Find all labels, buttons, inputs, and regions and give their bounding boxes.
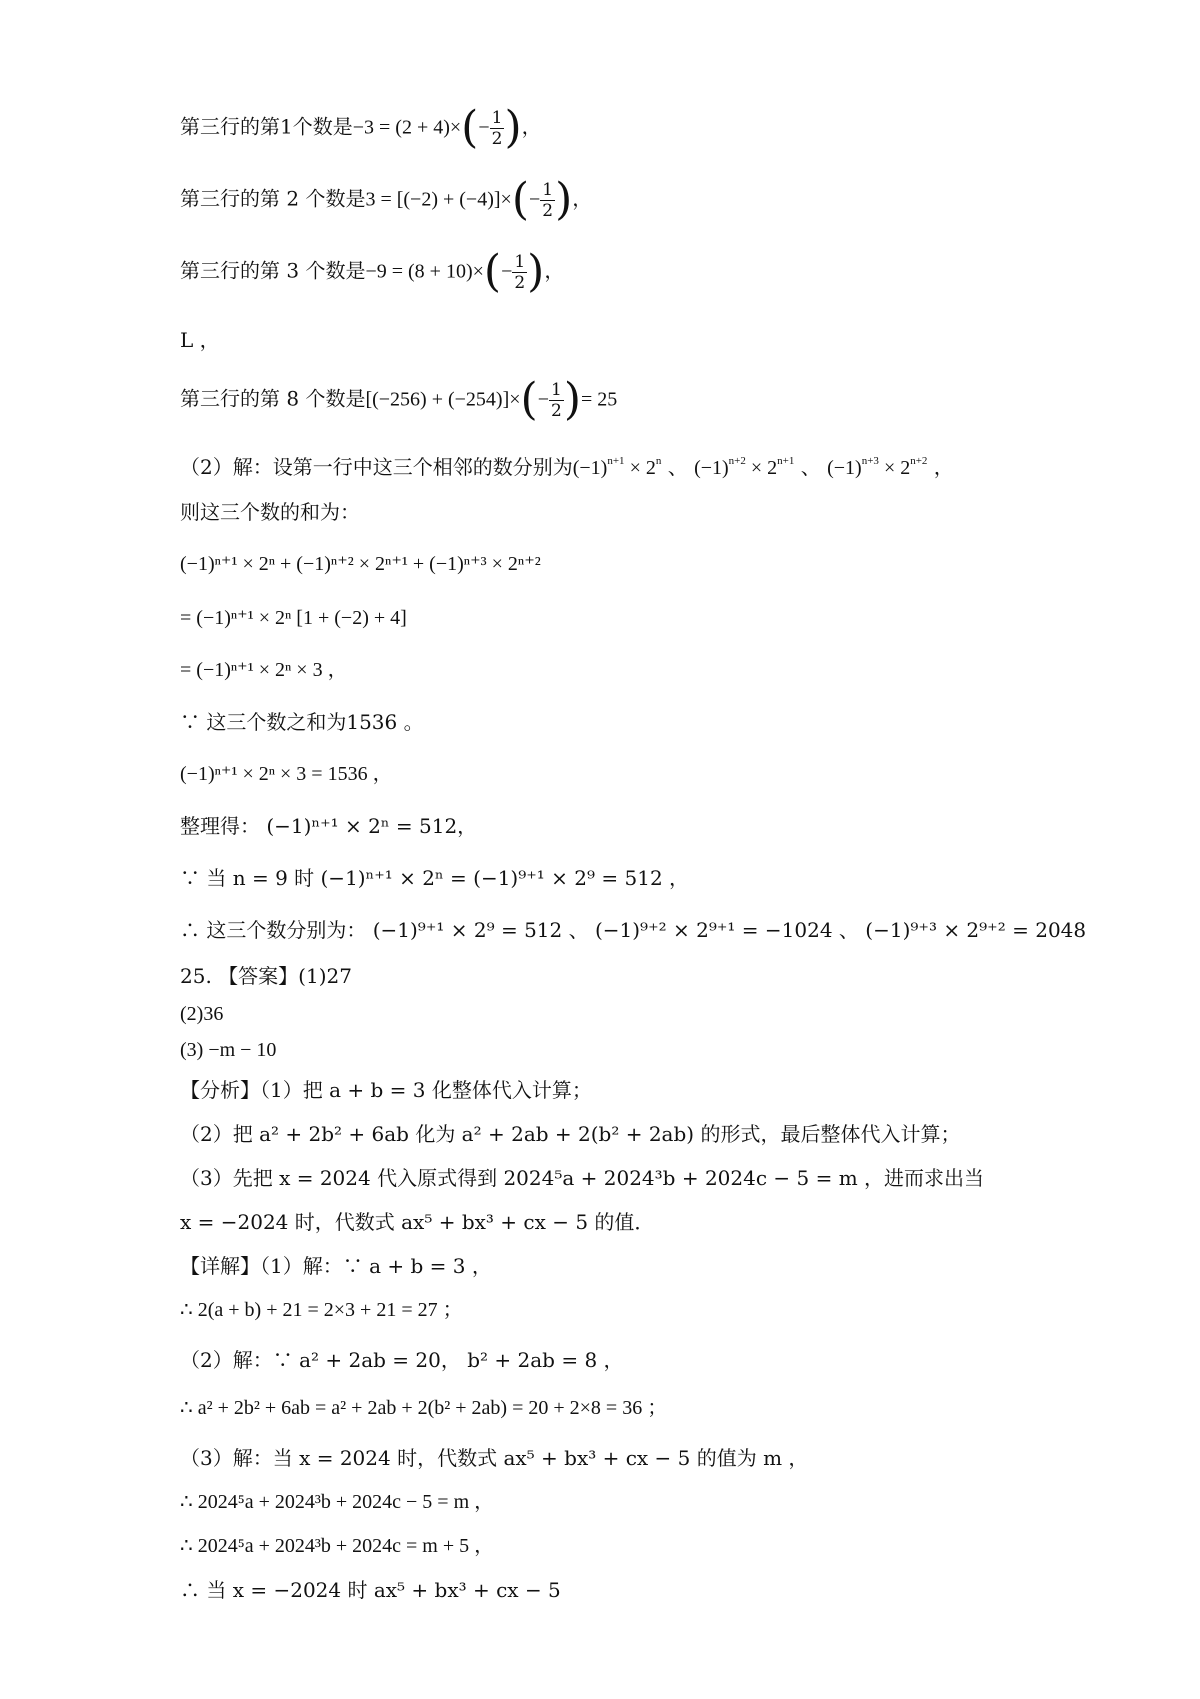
detail-1: 【详解】（1）解：∵ a + b = 3 ， [180, 1254, 492, 1278]
row3-line-3: 第三行的第 3 个数是−9 = (8 + 10)×(− $\frac{1}{2}$ )， [180, 246, 565, 297]
answer-2: (2)36 [180, 1003, 224, 1025]
row3-line-1: 第三行的第1个数是−3 = (2 + 4)×(− $\frac{1}{2}$ )， [180, 102, 542, 153]
row3-line-8: 第三行的第 8 个数是[(−256) + (−254)]×(− $\frac{1}{2}$ )= 25 [180, 374, 618, 425]
half-sign: − [528, 188, 541, 211]
row3-line-2: 第三行的第 2 个数是3 = [(−2) + (−4)]×(− $\frac{1}{2}$ )， [180, 174, 593, 225]
analysis-4: x = −2024 时，代数式 ax⁵ + bx³ + cx − 5 的值． [180, 1210, 655, 1234]
row3-line-1-math: −3 = (2 + 4)× [352, 116, 462, 139]
row3-line-8-math: [(−256) + (−254)]× [365, 388, 521, 411]
analysis-2: （2）把 a² + 2b² + 6ab 化为 a² + 2ab + 2(b² + 2ab) 的形式，最后整体代入计算； [180, 1122, 961, 1146]
separator: ， [927, 455, 954, 479]
answer-head: 25. 【答案】(1)27 [180, 964, 352, 988]
detail-4: ∴ a² + 2b² + 6ab = a² + 2ab + 2(b² + 2ab) = 20 + 2×8 = 36 ； [180, 1397, 668, 1419]
separator: 、 [794, 455, 828, 479]
detail-7: ∴ 2024⁵a + 2024³b + 2024c = m + 5 ， [180, 1535, 495, 1557]
given-sum: ∵ 这三个数之和为1536 。 [180, 710, 424, 734]
detail-3: （2）解：∵ a² + 2ab = 20， b² + 2ab = 8 ， [180, 1348, 624, 1372]
equation: (−1)ⁿ⁺¹ × 2ⁿ × 3 = 1536 ， [180, 763, 393, 785]
sum-full: (−1)ⁿ⁺¹ × 2ⁿ + (−1)ⁿ⁺² × 2ⁿ⁺¹ + (−1)ⁿ⁺³ × 2ⁿ⁺² [180, 553, 541, 575]
detail-8: ∴ 当 x = −2024 时 ax⁵ + bx³ + cx − 5 [180, 1578, 561, 1602]
answer-3: (3) −m − 10 [180, 1039, 277, 1061]
half-fraction: $\frac{1}{2}$ [542, 179, 554, 221]
row3-line-2-label: 第三行的第 2 个数是 [180, 186, 366, 211]
sum-simplified: = (−1)ⁿ⁺¹ × 2ⁿ × 3 ， [180, 659, 348, 681]
sum-factored: = (−1)ⁿ⁺¹ × 2ⁿ [1 + (−2) + 4] [180, 607, 407, 629]
row3-line-1-end: ， [521, 114, 542, 139]
detail-5: （3）解：当 x = 2024 时，代数式 ax⁵ + bx³ + cx − 5 的值为 m ， [180, 1446, 809, 1470]
row3-line-3-end: ， [544, 258, 565, 283]
row3-line-8-label: 第三行的第 8 个数是 [180, 386, 366, 411]
row3-line-1-label: 第三行的第1个数是 [180, 114, 353, 139]
row3-line-2-math: 3 = [(−2) + (−4)]× [365, 188, 512, 211]
term-3: $(-1)^{n+3} \times 2^{n+2}$ [827, 455, 928, 479]
detail-6: ∴ 2024⁵a + 2024³b + 2024c − 5 = m ， [180, 1491, 495, 1513]
row3-line-8-result: = 25 [580, 388, 618, 411]
ellipsis-line: L ， [180, 328, 220, 352]
analysis-1: 【分析】（1）把 a + b = 3 化整体代入计算； [180, 1078, 592, 1102]
row3-line-2-end: ， [572, 186, 593, 211]
part2-intro-line [180, 447, 954, 482]
row3-line-3-math: −9 = (8 + 10)× [365, 260, 484, 283]
term-2: $(-1)^{n+2} \times 2^{n+1}$ [694, 455, 795, 479]
row3-line-3-label: 第三行的第 3 个数是 [180, 258, 366, 283]
arranged: 整理得： (−1)ⁿ⁺¹ × 2ⁿ = 512， [180, 814, 478, 838]
result: ∴ 这三个数分别为： (−1)⁹⁺¹ × 2⁹ = 512 、 (−1)⁹⁺² × 2⁹⁺¹ = −1024 、 (−1)⁹⁺³ × 2⁹⁺² = 2048 [180, 918, 1087, 942]
half-sign: − [501, 260, 513, 283]
detail-2: ∴ 2(a + b) + 21 = 2×3 + 21 = 27 ； [180, 1299, 463, 1321]
term-1: $(-1)^{n+1} \times 2^n$ [572, 455, 662, 479]
half-sign: − [537, 388, 549, 411]
half-fraction: $\frac{1}{2}$ [550, 379, 562, 421]
part2-intro: （2）解：设第一行中这三个相邻的数分别为 [180, 455, 573, 479]
separator: 、 [661, 455, 695, 479]
analysis-3: （3）先把 x = 2024 代入原式得到 2024⁵a + 2024³b + 2024c − 5 = m ，进而求出当 [180, 1166, 985, 1190]
half-fraction: $\frac{1}{2}$ [514, 251, 526, 293]
when-n: ∵ 当 n = 9 时 (−1)ⁿ⁺¹ × 2ⁿ = (−1)⁹⁺¹ × 2⁹ = 512 ， [180, 866, 690, 890]
half-fraction: $\frac{1}{2}$ [491, 107, 503, 149]
sum-intro: 则这三个数的和为： [180, 500, 360, 524]
half-sign: − [478, 116, 490, 139]
